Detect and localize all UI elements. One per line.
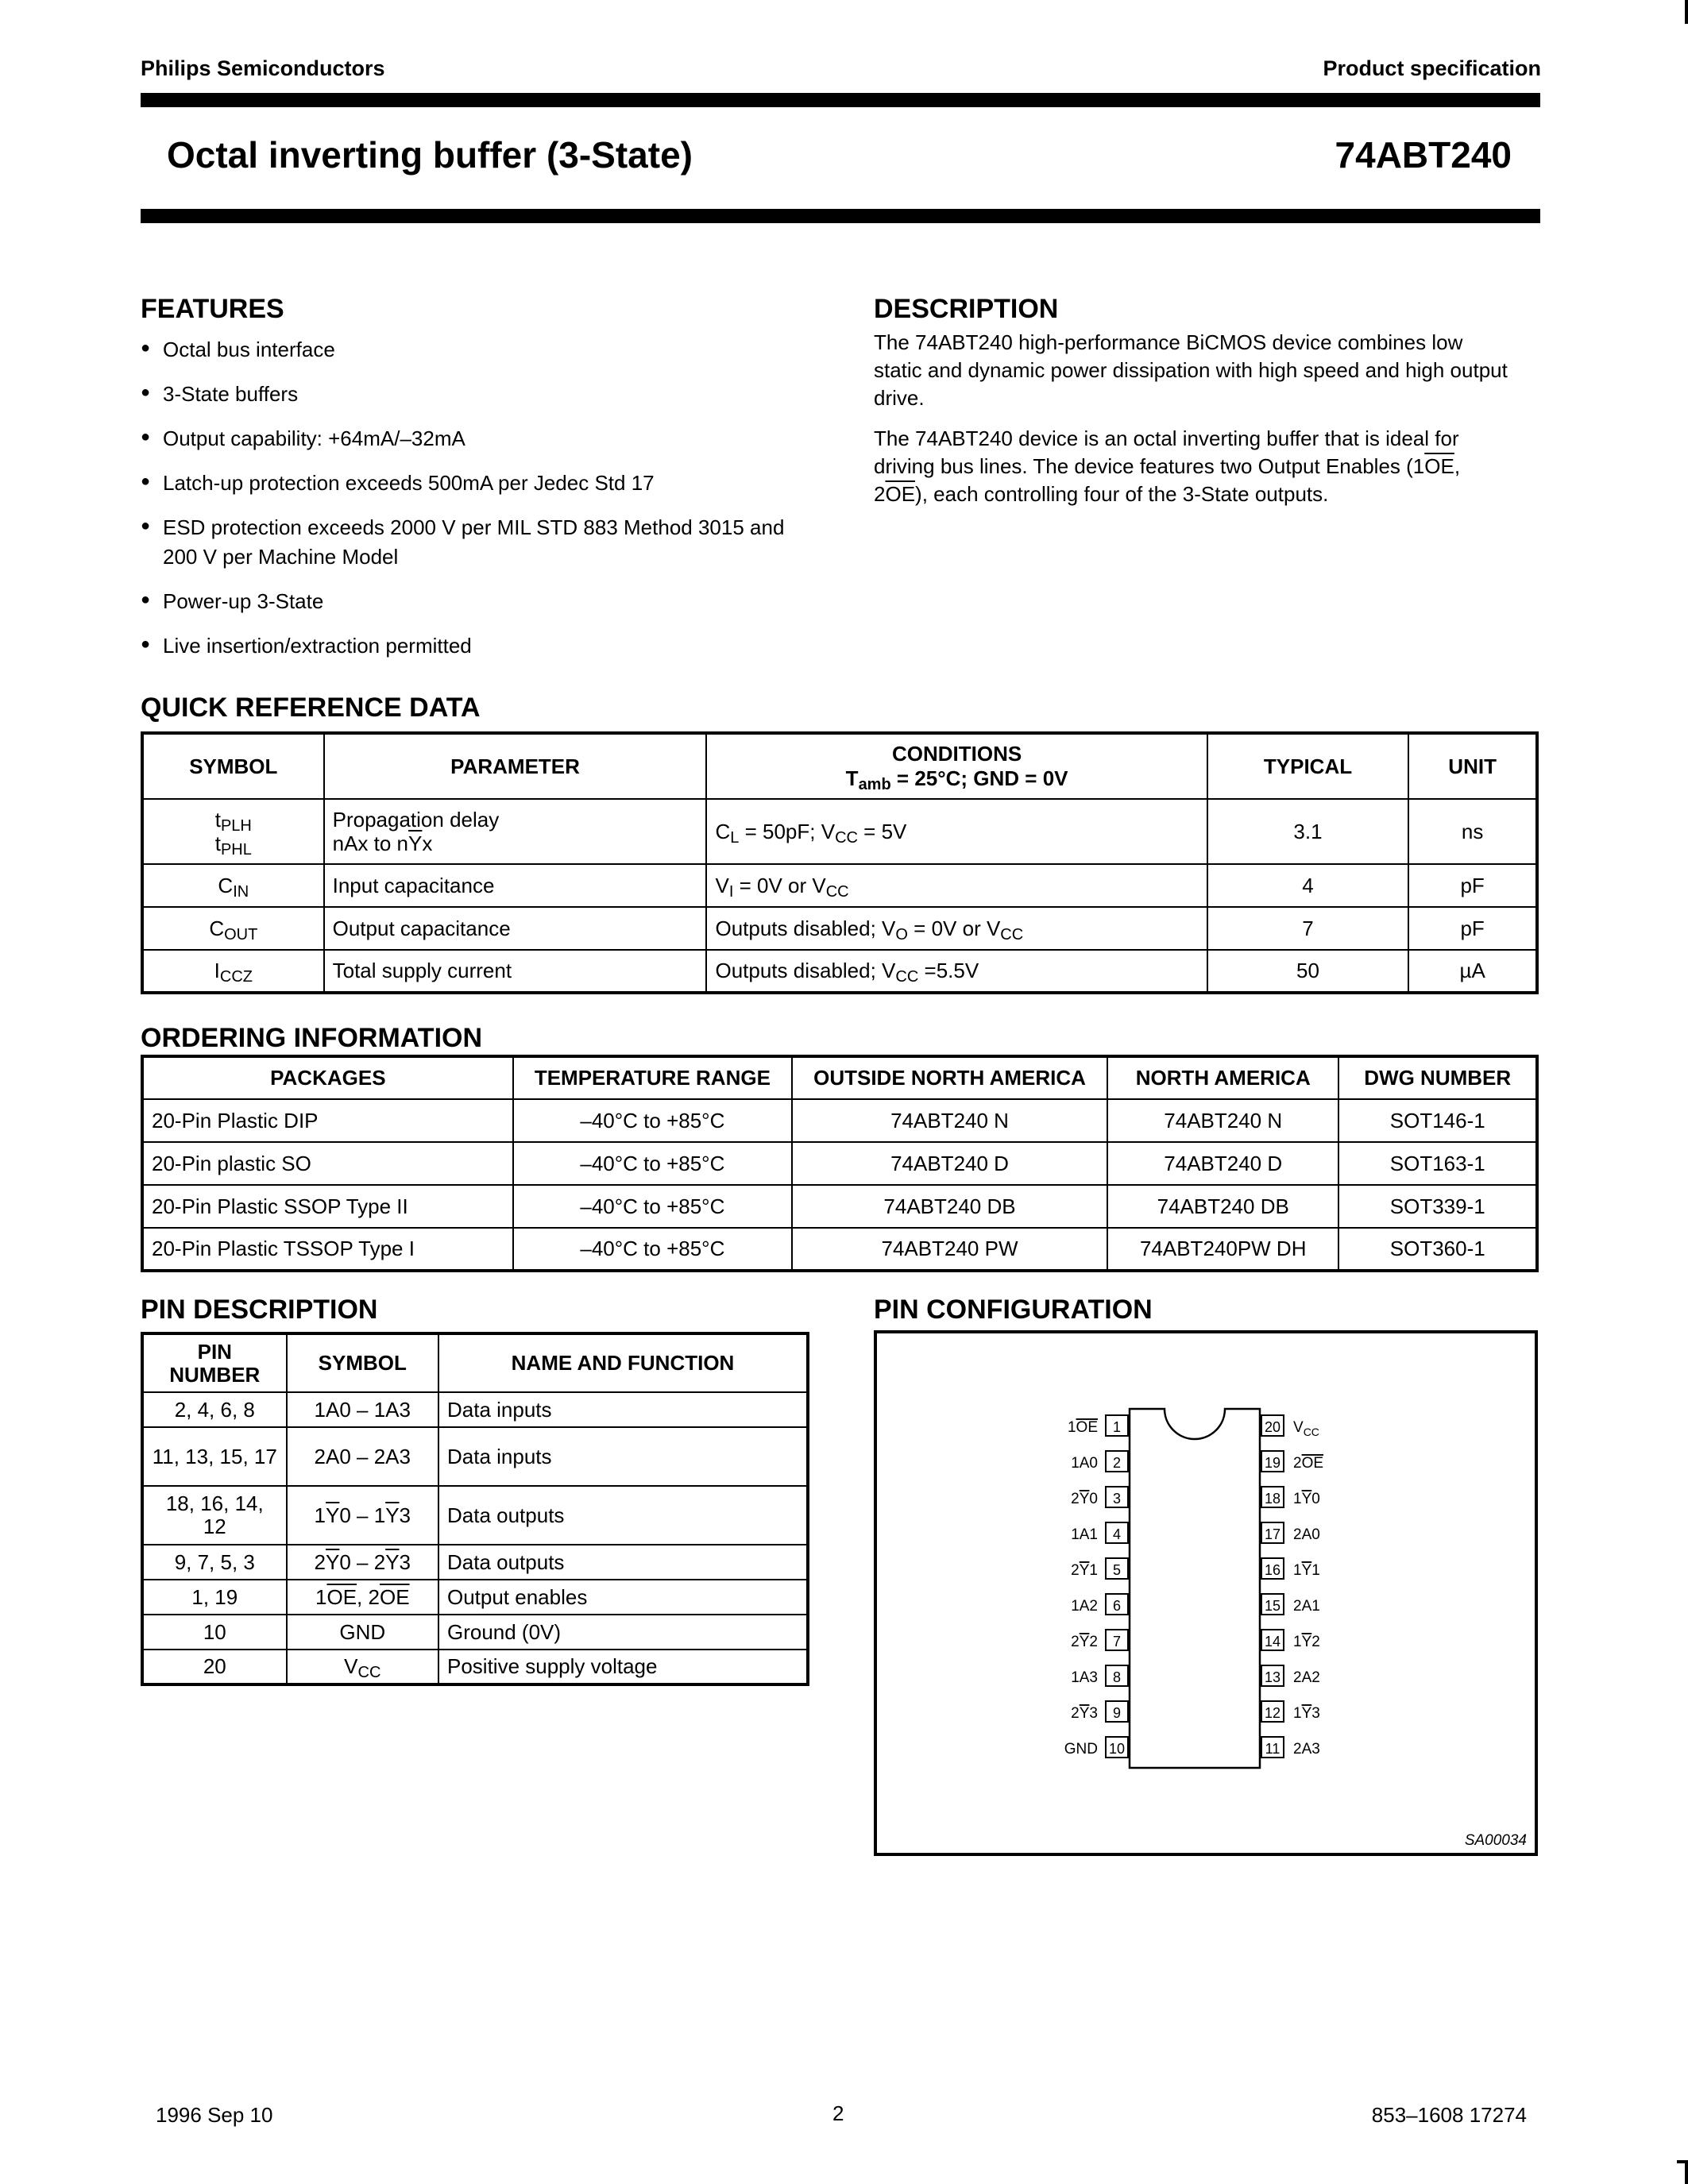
pin-label [1293, 1741, 1320, 1758]
unit-cell: ns [1408, 799, 1537, 864]
table-row [142, 1580, 808, 1615]
pin-number: 18 [1264, 1491, 1281, 1507]
unit-cell: µA [1408, 950, 1537, 993]
na-cell: 74ABT240PW DH [1107, 1228, 1339, 1271]
pin-number: 16 [1264, 1562, 1281, 1578]
conditions-cell [706, 950, 1207, 993]
pin-cell: 2, 4, 6, 8 [142, 1392, 287, 1427]
pin-number: 13 [1264, 1669, 1281, 1685]
y-overline: $\overline{Y}$ [385, 1503, 400, 1527]
ordering-table [141, 1055, 1539, 1272]
table-row [142, 950, 1537, 993]
sym: 0 – 1 [339, 1503, 386, 1527]
temp-cell: –40°C to +85°C [513, 1099, 792, 1142]
col-outside-na: OUTSIDE NORTH AMERICA [792, 1056, 1107, 1099]
header-rule-top [141, 93, 1540, 107]
cond: = 0V or V [733, 873, 826, 897]
sym: V [344, 1654, 358, 1678]
col-na: NORTH AMERICA [1107, 1056, 1339, 1099]
quick-ref-table [141, 731, 1539, 994]
typical-cell: 7 [1207, 907, 1409, 950]
sym: 1 [315, 1584, 327, 1609]
sym: t [214, 808, 221, 832]
symbol-cell [287, 1545, 438, 1580]
conditions-cell [706, 907, 1207, 950]
pin-label [1293, 1598, 1320, 1615]
cond: C [715, 819, 731, 843]
package-cell: 20-Pin Plastic TSSOP Type I [142, 1228, 513, 1271]
pin-label-part: Y [1079, 1562, 1090, 1579]
pin-label-part: 1 [1089, 1562, 1098, 1579]
parameter-cell [324, 799, 707, 864]
pin-number: 10 [1108, 1741, 1126, 1757]
oe-overline: $\overline{OE}$ [379, 1584, 410, 1609]
pin-label-part: 2A1 [1293, 1598, 1320, 1615]
pin-cell: 9, 7, 5, 3 [142, 1545, 287, 1580]
col-pin-number: PIN NUMBER [142, 1333, 287, 1392]
parameter-cell: Input capacitance [324, 864, 707, 907]
pin-cell: 20 [142, 1650, 287, 1684]
oe-overline: $\overline{OE}$ [1424, 454, 1454, 478]
cond-sub: O [895, 925, 908, 943]
table-row [142, 1392, 808, 1427]
table-row [142, 1185, 1537, 1228]
pin-number: 3 [1112, 1491, 1122, 1507]
pin-number: 14 [1264, 1634, 1281, 1650]
pin-label-part: 1A1 [1071, 1526, 1098, 1543]
cond: = 0V or V [907, 916, 1001, 940]
sym: , 2 [357, 1584, 380, 1609]
col-dwg: DWG NUMBER [1338, 1056, 1537, 1099]
feature-item: ● ESD protection exceeds 2000 V per MIL STD 883 Method 3015 and 200 V per Machine Model [141, 513, 792, 572]
pin-label-part: 1 [1293, 1634, 1302, 1650]
conditions-cell [706, 799, 1207, 864]
pin-label-part: 2 [1071, 1491, 1080, 1507]
ic-body [1130, 1409, 1260, 1768]
symbol-cell: 1A0 – 1A3 [287, 1392, 438, 1427]
pin-label-part: 3 [1089, 1705, 1098, 1722]
sym-sub: IN [233, 882, 249, 901]
sym-sub: OUT [224, 925, 258, 943]
name-cell: Output enables [438, 1580, 808, 1615]
pin-label-part: Y [1079, 1491, 1090, 1507]
symbol-cell: 2A0 – 2A3 [287, 1427, 438, 1486]
cond: =5.5V [918, 959, 979, 982]
typical-cell: 50 [1207, 950, 1409, 993]
pin-config-figure [874, 1330, 1538, 1856]
pin-label-part: 1A3 [1071, 1669, 1098, 1686]
features-list [141, 335, 792, 676]
pin-label-part: 2 [1071, 1705, 1080, 1722]
sym: 3 [399, 1503, 411, 1527]
pin-number: 11 [1265, 1741, 1280, 1757]
outside-na-cell: 74ABT240 PW [792, 1228, 1107, 1271]
amb-sub: amb [858, 776, 891, 793]
corner-mark [1685, 0, 1688, 24]
pin-label-part: 2 [1311, 1634, 1320, 1650]
y-overline: $\overline{Y}$ [408, 832, 423, 855]
pin-label [1293, 1562, 1320, 1579]
pin-label-sub: CC [1303, 1426, 1319, 1438]
table-row [142, 1142, 1537, 1185]
typical-cell: 3.1 [1207, 799, 1409, 864]
dwg-cell: SOT146-1 [1338, 1099, 1537, 1142]
quick-ref-heading: QUICK REFERENCE DATA [141, 693, 481, 723]
conditions-label: CONDITIONS [891, 742, 1022, 766]
sym: C [218, 873, 234, 897]
figure-id: SA00034 [1464, 1832, 1527, 1849]
pin-number: 4 [1112, 1526, 1122, 1542]
col-symbol: SYMBOL [142, 733, 324, 799]
pin-label [1071, 1562, 1098, 1579]
symbol-cell [142, 950, 324, 993]
symbol-cell [287, 1580, 438, 1615]
pin-label-part: 0 [1089, 1491, 1098, 1507]
param: x [422, 832, 433, 855]
pin-label-part: 2A0 [1293, 1526, 1320, 1543]
temp-cell: –40°C to +85°C [513, 1142, 792, 1185]
temp-cell: –40°C to +85°C [513, 1185, 792, 1228]
pin-label [1293, 1705, 1320, 1722]
document-type: Product specification [1323, 56, 1541, 80]
pin-label-part: 2 [1293, 1455, 1302, 1472]
cond: Outputs disabled; V [715, 959, 896, 982]
conditions-sub [715, 766, 1198, 791]
feature-item: ● Latch-up protection exceeds 500mA per Jedec Std 17 [141, 469, 792, 498]
pin-label-part: 2A3 [1293, 1741, 1320, 1758]
pin-label [1071, 1669, 1098, 1686]
cond-sub: CC [1000, 925, 1024, 943]
pin-label-part: GND [1064, 1741, 1098, 1758]
col-packages: PACKAGES [142, 1056, 513, 1099]
pin-number: 20 [1264, 1419, 1281, 1435]
pin-label-part: Y [1301, 1562, 1312, 1579]
outside-na-cell: 74ABT240 D [792, 1142, 1107, 1185]
sym: C [209, 916, 225, 940]
pin-desc-heading: PIN DESCRIPTION [141, 1295, 378, 1325]
symbol-cell [287, 1650, 438, 1684]
name-cell: Data inputs [438, 1392, 808, 1427]
sym: 1 [314, 1503, 326, 1527]
pin-number: 19 [1264, 1455, 1281, 1471]
pin-label-part: OE [1301, 1455, 1324, 1472]
sym-sub: PLH [220, 817, 252, 835]
pin-label [1071, 1598, 1098, 1615]
description-p2-text: , 2 [874, 454, 1461, 506]
pin-label-part: 1A0 [1071, 1455, 1098, 1472]
header-rule-bottom [141, 209, 1540, 223]
company-name: Philips Semiconductors [141, 56, 385, 80]
pin-label [1068, 1419, 1098, 1436]
col-conditions [706, 733, 1207, 799]
sym: 0 – 2 [339, 1549, 386, 1574]
pin-label-part: V [1293, 1419, 1304, 1436]
table-row [142, 1228, 1537, 1271]
parameter-cell: Total supply current [324, 950, 707, 993]
pin-number: 2 [1112, 1455, 1122, 1471]
sym: 3 [399, 1549, 411, 1574]
pin-number: 9 [1112, 1705, 1122, 1721]
param: nAx to n [332, 832, 409, 855]
name-cell: Positive supply voltage [438, 1650, 808, 1684]
outside-na-cell: 74ABT240 N [792, 1099, 1107, 1142]
pin-number: 17 [1264, 1526, 1281, 1542]
page-title: Octal inverting buffer (3-State) [167, 134, 693, 176]
footer-date: 1996 Sep 10 [156, 2103, 273, 2127]
symbol-cell [287, 1486, 438, 1545]
package-cell: 20-Pin Plastic DIP [142, 1099, 513, 1142]
y-overline: $\overline{Y}$ [326, 1549, 340, 1574]
symbol-cell: GND [287, 1615, 438, 1650]
sym-sub: CCZ [219, 968, 253, 986]
unit-cell: pF [1408, 864, 1537, 907]
cond: = 50pF; V [739, 819, 836, 843]
description-p2-text: ), each controlling four of the 3-State outputs. [915, 482, 1329, 506]
dwg-cell: SOT360-1 [1338, 1228, 1537, 1271]
table-row [142, 1545, 808, 1580]
pin-label-part: 1 [1067, 1419, 1076, 1436]
cond: V [715, 873, 729, 897]
table-row [142, 799, 1537, 864]
pin-label-part: Y [1079, 1705, 1090, 1722]
pin-label-part: OE [1076, 1419, 1098, 1436]
pin-label [1293, 1491, 1320, 1507]
name-cell: Ground (0V) [438, 1615, 808, 1650]
table-row [142, 864, 1537, 907]
y-overline: $\overline{Y}$ [326, 1503, 340, 1527]
description-p2-text: The 74ABT240 device is an octal inverting buffer that is ideal for driving bus lines. The device features two Output Enables (1 [874, 426, 1459, 478]
pin-label [1064, 1741, 1098, 1758]
pin-number: 12 [1264, 1705, 1281, 1721]
name-cell: Data outputs [438, 1486, 808, 1545]
pin-label-part: 2 [1071, 1634, 1080, 1650]
pin-number: 15 [1264, 1598, 1281, 1614]
col-name-function: NAME AND FUNCTION [438, 1333, 808, 1392]
pin-label [1293, 1455, 1323, 1472]
pin-desc-table [141, 1332, 809, 1686]
parameter-cell: Output capacitance [324, 907, 707, 950]
y-overline: $\overline{Y}$ [385, 1549, 400, 1574]
pin-label-part: Y [1301, 1705, 1312, 1722]
description-heading: DESCRIPTION [874, 294, 1059, 324]
footer-page: 2 [832, 2101, 844, 2125]
outside-na-cell: 74ABT240 DB [792, 1185, 1107, 1228]
symbol-cell [142, 799, 324, 864]
table-row [142, 1615, 808, 1650]
pin-cell: 18, 16, 14, 12 [142, 1486, 287, 1545]
na-cell: 74ABT240 DB [1107, 1185, 1339, 1228]
pin-label [1293, 1419, 1319, 1438]
col-typical: TYPICAL [1207, 733, 1409, 799]
col-temperature: TEMPERATURE RANGE [513, 1056, 792, 1099]
sym: 2 [314, 1549, 326, 1574]
pin-cell: 11, 13, 15, 17 [142, 1427, 287, 1486]
col-parameter: PARAMETER [324, 733, 707, 799]
pin-label-part: Y [1301, 1634, 1312, 1650]
pin-label-part: 1 [1293, 1491, 1302, 1507]
symbol-cell [142, 907, 324, 950]
col-unit: UNIT [1408, 733, 1537, 799]
pin-label-part: 1 [1293, 1562, 1302, 1579]
features-heading: FEATURES [141, 294, 284, 324]
name-cell: Data outputs [438, 1545, 808, 1580]
package-cell: 20-Pin plastic SO [142, 1142, 513, 1185]
table-row [142, 1486, 808, 1545]
pin-config-heading: PIN CONFIGURATION [874, 1295, 1153, 1325]
name-cell: Data inputs [438, 1427, 808, 1486]
table-row [142, 1427, 808, 1486]
cond-sub: CC [895, 968, 919, 986]
table-row [142, 907, 1537, 950]
corner-mark [1685, 2160, 1688, 2184]
pin-label [1293, 1526, 1320, 1543]
pin-cell: 1, 19 [142, 1580, 287, 1615]
cond-sub: CC [835, 828, 858, 847]
pin-label-part: 1 [1293, 1705, 1302, 1722]
feature-item: ● Power-up 3-State [141, 587, 792, 616]
pin-cell: 10 [142, 1615, 287, 1650]
pin-number: 6 [1112, 1598, 1122, 1614]
description-p2 [874, 425, 1509, 508]
package-cell: 20-Pin Plastic SSOP Type II [142, 1185, 513, 1228]
pin-label-part: Y [1301, 1491, 1312, 1507]
sym: I [214, 959, 220, 982]
pin-number: 8 [1112, 1669, 1122, 1685]
cond-sub: L [730, 828, 740, 847]
feature-item: ● Octal bus interface [141, 335, 792, 365]
table-row [142, 1650, 808, 1684]
pin-label-part: 2 [1071, 1562, 1080, 1579]
pin-label-part: 3 [1311, 1705, 1320, 1722]
pin-label [1071, 1491, 1098, 1507]
pin-number: 1 [1112, 1419, 1122, 1435]
pin-label [1293, 1634, 1320, 1650]
oe-overline: $\overline{OE}$ [885, 482, 916, 506]
feature-item: ● Live insertion/extraction permitted [141, 631, 792, 661]
pin-label [1071, 1526, 1098, 1543]
symbol-cell [142, 864, 324, 907]
col-pin-symbol: SYMBOL [287, 1333, 438, 1392]
dwg-cell: SOT163-1 [1338, 1142, 1537, 1185]
conditions-cell [706, 864, 1207, 907]
t-label: T [845, 766, 859, 790]
feature-item: ● Output capability: +64mA/–32mA [141, 424, 792, 453]
pin-label-part: 2A2 [1293, 1669, 1320, 1686]
param: Propagation delay [332, 808, 500, 832]
na-cell: 74ABT240 D [1107, 1142, 1339, 1185]
cond-sub: I [728, 882, 734, 901]
ordering-heading: ORDERING INFORMATION [141, 1023, 483, 1053]
sym: t [214, 832, 221, 855]
pinout-diagram [877, 1333, 1535, 1853]
feature-item: ● 3-State buffers [141, 380, 792, 409]
cond-sub: CC [825, 882, 849, 901]
pin-label [1293, 1669, 1320, 1686]
pin-label-part: Y [1079, 1634, 1090, 1650]
pin-number: 7 [1112, 1634, 1122, 1650]
oe-overline: $\overline{OE}$ [326, 1584, 357, 1609]
sym-sub: PHL [220, 841, 252, 859]
dwg-cell: SOT339-1 [1338, 1185, 1537, 1228]
pin-label [1071, 1705, 1098, 1722]
pin-number: 5 [1112, 1562, 1122, 1578]
pin-label-part: 0 [1311, 1491, 1320, 1507]
pin-label [1071, 1634, 1098, 1650]
typical-cell: 4 [1207, 864, 1409, 907]
cond: = 5V [857, 819, 907, 843]
pin-label-part: 2 [1089, 1634, 1098, 1650]
temp-cell: –40°C to +85°C [513, 1228, 792, 1271]
description-p1: The 74ABT240 high-performance BiCMOS device combines low static and dynamic power dissipation with high speed and high output drive. [874, 330, 1508, 410]
conditions-rest: = 25°C; GND = 0V [890, 766, 1068, 790]
unit-cell: pF [1408, 907, 1537, 950]
footer-code: 853–1608 17274 [1371, 2103, 1527, 2127]
part-number: 74ABT240 [1335, 134, 1512, 176]
na-cell: 74ABT240 N [1107, 1099, 1339, 1142]
cond: Outputs disabled; V [715, 916, 896, 940]
table-row [142, 1099, 1537, 1142]
sym-sub: CC [357, 1664, 381, 1681]
pin-label-part: 1A2 [1071, 1598, 1098, 1615]
pin-label [1071, 1455, 1098, 1472]
pin-label-part: 1 [1311, 1562, 1320, 1579]
